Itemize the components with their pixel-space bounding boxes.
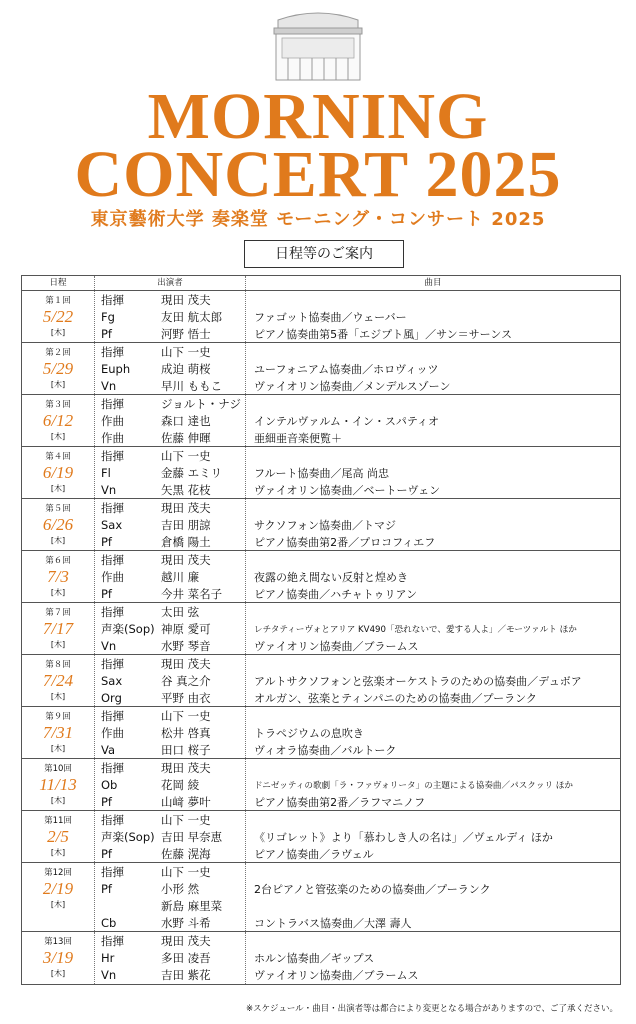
concert-date-cell: [22, 811, 95, 862]
piece-line: [246, 291, 620, 308]
performer-name: 水野 斗希: [161, 915, 211, 930]
performer-name: 友田 航太郎: [161, 309, 223, 324]
piece-line: [246, 811, 620, 828]
performer-role: 指揮: [101, 448, 124, 463]
concert-date-cell: [22, 447, 95, 498]
piece-line: [246, 551, 620, 568]
performer-name: 新島 麻里菜: [161, 898, 223, 913]
table-row: [22, 551, 620, 603]
pieces-cell: [246, 603, 620, 654]
performer-line: [95, 759, 245, 776]
concert-date-cell: [22, 499, 95, 550]
performer-role: 指揮: [101, 656, 124, 671]
pieces-cell: [246, 499, 620, 550]
concert-weekday: [木]: [50, 432, 66, 441]
performer-line: [95, 914, 245, 931]
concert-weekday: [木]: [50, 328, 66, 337]
performer-line: [95, 308, 245, 325]
performer-role: Pf: [101, 846, 112, 861]
performer-name: 吉田 朋諒: [161, 517, 211, 532]
pieces-cell: [246, 811, 620, 862]
performer-role: 指揮: [101, 864, 124, 879]
pieces-cell: [246, 759, 620, 810]
concert-date: 6/26: [42, 515, 74, 534]
concert-date: 7/3: [47, 567, 69, 586]
table-row: [22, 811, 620, 863]
piece-line: ユーフォニアム協奏曲／ホロヴィッツ: [254, 362, 439, 376]
table-row: [22, 291, 620, 343]
performer-name: 山下 一史: [161, 812, 211, 827]
performer-line: [95, 811, 245, 828]
performer-line: [95, 637, 245, 654]
performer-name: 田口 桜子: [161, 742, 211, 757]
performer-name: 佐藤 伸暉: [161, 430, 211, 445]
pieces-cell: [246, 395, 620, 446]
performer-name: 現田 茂夫: [161, 292, 211, 307]
piece-line: ヴァイオリン協奏曲／メンデルスゾーン: [254, 379, 451, 393]
piece-line: ピアノ協奏曲／ラヴェル: [254, 847, 374, 861]
pieces-cell: [246, 551, 620, 602]
piece-line: ピアノ協奏曲第5番「エジプト風」／サン＝サーンス: [254, 327, 513, 341]
concert-weekday: [木]: [50, 744, 66, 753]
performer-line: [95, 897, 245, 914]
concert-number: 第10回: [44, 764, 72, 774]
performer-role: Sax: [101, 673, 123, 688]
performer-role: Fl: [101, 465, 111, 480]
table-header: [22, 276, 620, 291]
performer-line: [95, 499, 245, 516]
performer-line: [95, 707, 245, 724]
concert-date-cell: [22, 759, 95, 810]
footer-note: ※スケジュール・曲目・出演者等は都合により変更となる場合がありますので、ご了承ください。: [246, 1004, 618, 1014]
performer-role: Cb: [101, 915, 117, 930]
concert-weekday: [木]: [50, 640, 66, 649]
performer-name: 現田 茂夫: [161, 656, 211, 671]
concert-number: 第５回: [45, 504, 71, 514]
concert-weekday: [木]: [50, 969, 66, 978]
concert-weekday: [木]: [50, 380, 66, 389]
performer-line: [95, 932, 245, 949]
performer-name: 森口 達也: [161, 413, 211, 428]
performer-line: [95, 585, 245, 602]
piece-line: インテルヴァルム・イン・スパティオ: [254, 414, 440, 428]
performer-name: 河野 悟士: [161, 326, 211, 341]
piece-line: ホルン協奏曲／ギップス: [254, 951, 375, 965]
concert-date-cell: [22, 395, 95, 446]
performer-role: 作曲: [101, 413, 124, 428]
performer-name: 谷 真之介: [161, 673, 211, 688]
table-row: [22, 447, 620, 499]
concert-date: 2/19: [42, 879, 74, 898]
performer-line: [95, 655, 245, 672]
subtitle: 東京藝術大学 奏楽堂 モーニング・コンサート 2025: [90, 209, 546, 230]
performer-line: [95, 966, 245, 983]
table-row: [22, 655, 620, 707]
performers-cell: [95, 707, 246, 758]
piece-line: アルトサクソフォンと弦楽オーケストラのための協奏曲／デュボア: [254, 674, 582, 688]
concert-number: 第３回: [45, 400, 71, 410]
performer-role: 指揮: [101, 552, 124, 567]
performer-role: 作曲: [101, 430, 124, 445]
performer-name: 金藤 エミリ: [161, 465, 223, 480]
piece-line: コントラバス協奏曲／大澤 壽人: [254, 916, 412, 930]
performer-name: 山﨑 夢叶: [161, 794, 211, 809]
performer-role: 声楽(Sop): [101, 829, 155, 844]
performer-name: 平野 由衣: [161, 690, 211, 705]
performer-role: 指揮: [101, 500, 124, 515]
concert-date: 5/22: [42, 307, 74, 326]
performer-name: 水野 琴音: [161, 638, 211, 653]
concert-number: 第12回: [44, 868, 72, 878]
concert-weekday: [木]: [50, 484, 66, 493]
performer-role: 指揮: [101, 933, 124, 948]
performer-role: Pf: [101, 326, 112, 341]
concert-date: 7/24: [42, 671, 74, 690]
performer-name: 吉田 紫花: [161, 967, 211, 982]
pieces-cell: [246, 291, 620, 342]
piece-line: ヴァイオリン協奏曲／ブラームス: [254, 968, 419, 982]
concert-date: 7/17: [42, 619, 74, 638]
performer-role: Euph: [101, 361, 131, 376]
piece-line: [246, 603, 620, 620]
performer-line: [95, 395, 245, 412]
concert-date: 6/19: [42, 463, 74, 482]
concert-date-cell: [22, 551, 95, 602]
piece-line: ドニゼッティの歌劇「ラ・ファヴォリータ」の主題による協奏曲／パスクッリ ほか: [254, 780, 573, 791]
piece-line: レチタティーヴォとアリア KV490「恐れないで、愛する人よ」／モーツァルト ほか: [254, 624, 577, 635]
performers-cell: [95, 759, 246, 810]
pieces-cell: [246, 447, 620, 498]
performer-line: [95, 481, 245, 498]
performer-name: 現田 茂夫: [161, 760, 211, 775]
performers-cell: [95, 932, 246, 984]
piece-line: [246, 499, 620, 516]
concert-date-cell: [22, 655, 95, 706]
performer-name: 山下 一史: [161, 344, 211, 359]
performers-cell: [95, 499, 246, 550]
performer-line: [95, 325, 245, 342]
performer-line: [95, 689, 245, 706]
performers-cell: [95, 395, 246, 446]
performer-name: 現田 茂夫: [161, 552, 211, 567]
piece-line: トラペジウムの息吹き: [254, 726, 364, 740]
performer-line: [95, 343, 245, 360]
performer-line: [95, 672, 245, 689]
performer-role: Vn: [101, 378, 117, 393]
performer-role: 作曲: [101, 569, 124, 584]
title-morning: MORNING: [147, 80, 489, 153]
performer-name: 越川 廉: [161, 569, 200, 584]
concert-number: 第９回: [45, 712, 71, 722]
concert-date-cell: [22, 932, 95, 984]
performer-name: 小形 然: [161, 881, 200, 896]
concert-weekday: [木]: [50, 536, 66, 545]
performer-role: Org: [101, 690, 122, 705]
performer-role: 指揮: [101, 604, 124, 619]
performer-line: [95, 551, 245, 568]
performer-line: [95, 863, 245, 880]
performer-line: [95, 360, 245, 377]
concert-number: 第４回: [45, 452, 71, 462]
concert-date: 6/12: [42, 411, 74, 430]
performer-role: Hr: [101, 950, 115, 965]
performer-line: [95, 412, 245, 429]
performer-role: 指揮: [101, 396, 124, 411]
piece-line: ピアノ協奏曲／ハチャトゥリアン: [254, 587, 418, 601]
performer-line: [95, 447, 245, 464]
piece-line: [246, 759, 620, 776]
performer-line: [95, 828, 245, 845]
performer-name: 佐藤 滉海: [161, 846, 211, 861]
performer-name: 早川 ももこ: [161, 378, 223, 393]
performer-role: Vn: [101, 482, 117, 497]
piece-line: サクソフォン協奏曲／トマジ: [254, 518, 397, 532]
piece-line: [246, 447, 620, 464]
performer-name: 今井 菜名子: [161, 586, 223, 601]
concert-weekday: [木]: [50, 900, 66, 909]
performers-cell: [95, 603, 246, 654]
piece-line: 《リゴレット》より「慕わしき人の名は」／ヴェルディ ほか: [254, 830, 553, 844]
table-row: [22, 863, 620, 932]
header-pieces: 曲目: [424, 278, 442, 288]
piece-line: [246, 932, 620, 949]
performer-name: 山下 一史: [161, 448, 211, 463]
performer-name: 山下 一史: [161, 864, 211, 879]
performer-role: Ob: [101, 777, 118, 792]
concert-date-cell: [22, 603, 95, 654]
performer-line: [95, 793, 245, 810]
concert-date: 11/13: [39, 775, 77, 794]
performer-line: [95, 949, 245, 966]
concert-hall-illustration: [268, 6, 368, 82]
performer-role: 指揮: [101, 708, 124, 723]
performer-role: 指揮: [101, 760, 124, 775]
performers-cell: [95, 863, 246, 931]
piece-line: ヴァイオリン協奏曲／ブラームス: [254, 639, 419, 653]
performer-name: ジョルト・ナジ: [161, 396, 242, 411]
performer-role: Pf: [101, 586, 112, 601]
performer-line: [95, 724, 245, 741]
pieces-cell: [246, 343, 620, 394]
performer-name: 神原 愛可: [161, 621, 211, 636]
performer-name: 吉田 早奈恵: [161, 829, 223, 844]
performer-role: 指揮: [101, 292, 124, 307]
piece-line: 2台ピアノと管弦楽のための協奏曲／プーランク: [254, 882, 491, 896]
concert-number: 第２回: [45, 348, 71, 358]
concert-date-cell: [22, 343, 95, 394]
performer-name: 成迫 萌桜: [161, 361, 211, 376]
pieces-cell: [246, 707, 620, 758]
pieces-cell: [246, 863, 620, 931]
performers-cell: [95, 655, 246, 706]
piece-line: ピアノ協奏曲第2番／プロコフィエフ: [254, 535, 436, 549]
concert-number: 第13回: [44, 937, 72, 947]
performer-role: 作曲: [101, 725, 124, 740]
header-date: 日程: [22, 276, 95, 290]
performers-cell: [95, 551, 246, 602]
performer-line: [95, 464, 245, 481]
pieces-cell: [246, 655, 620, 706]
performer-line: [95, 568, 245, 585]
piece-line: フルート協奏曲／尾高 尚忠: [254, 466, 390, 480]
pieces-cell: [246, 932, 620, 984]
piece-line: [246, 343, 620, 360]
performer-line: [95, 776, 245, 793]
performers-cell: [95, 291, 246, 342]
performer-line: [95, 516, 245, 533]
performer-line: [95, 741, 245, 758]
piece-line: [246, 863, 620, 880]
performer-line: [95, 880, 245, 897]
performers-cell: [95, 447, 246, 498]
performer-name: 現田 茂夫: [161, 933, 211, 948]
header-performers: 出演者: [95, 276, 246, 290]
concert-date-cell: [22, 863, 95, 931]
piece-line: [246, 897, 620, 914]
performer-role: 指揮: [101, 812, 124, 827]
table-row: [22, 343, 620, 395]
performer-line: [95, 429, 245, 446]
performer-line: [95, 377, 245, 394]
piece-line: 亜細亜音楽便覧＋: [254, 431, 342, 445]
performer-line: [95, 533, 245, 550]
table-body: [22, 291, 620, 984]
concert-weekday: [木]: [50, 588, 66, 597]
piece-line: ヴァイオリン協奏曲／ベートーヴェン: [254, 483, 441, 497]
performer-name: 太田 弦: [161, 604, 200, 619]
performers-cell: [95, 811, 246, 862]
performer-name: 花岡 綾: [161, 777, 200, 792]
performer-name: 矢黒 花枝: [161, 482, 211, 497]
piece-line: [246, 707, 620, 724]
performer-role: 声楽(Sop): [101, 621, 155, 636]
concert-number: 第１回: [45, 296, 71, 306]
concert-date: 2/5: [47, 827, 69, 846]
performer-role: Pf: [101, 534, 112, 549]
table-row: [22, 499, 620, 551]
performer-name: 松井 啓真: [161, 725, 211, 740]
performer-line: [95, 845, 245, 862]
performer-role: Fg: [101, 309, 115, 324]
performers-cell: [95, 343, 246, 394]
concert-date-cell: [22, 291, 95, 342]
concert-weekday: [木]: [50, 796, 66, 805]
performer-name: 現田 茂夫: [161, 500, 211, 515]
table-row: [22, 759, 620, 811]
schedule-table: [21, 275, 621, 985]
performer-name: 倉橋 陽土: [161, 534, 211, 549]
table-row: [22, 932, 620, 984]
title-concert-2025: CONCERT 2025: [74, 138, 562, 211]
concert-number: 第11回: [44, 816, 72, 826]
performer-role: Vn: [101, 638, 117, 653]
performer-role: Sax: [101, 517, 123, 532]
piece-line: ピアノ協奏曲第2番／ラフマニノフ: [254, 795, 426, 809]
table-row: [22, 603, 620, 655]
piece-line: [246, 395, 620, 412]
concert-date: 7/31: [42, 723, 74, 742]
performer-role: Vn: [101, 967, 117, 982]
performer-line: [95, 603, 245, 620]
piece-line: ファゴット協奏曲／ウェーバー: [254, 310, 407, 324]
table-row: [22, 707, 620, 759]
performer-role: Pf: [101, 881, 112, 896]
piece-line: ヴィオラ協奏曲／バルトーク: [254, 743, 397, 757]
concert-date-cell: [22, 707, 95, 758]
performer-role: 指揮: [101, 344, 124, 359]
table-row: [22, 395, 620, 447]
performer-name: 多田 凌吾: [161, 950, 211, 965]
piece-line: 夜露の絶え間ない反射と煌めき: [254, 570, 408, 584]
performer-line: [95, 620, 245, 637]
schedule-guide-label: 日程等のご案内: [244, 240, 404, 268]
performer-role: Pf: [101, 794, 112, 809]
concert-date: 3/19: [42, 948, 74, 967]
performer-name: 山下 一史: [161, 708, 211, 723]
performer-role: Va: [101, 742, 116, 757]
concert-number: 第７回: [45, 608, 71, 618]
piece-line: [246, 655, 620, 672]
concert-number: 第８回: [45, 660, 71, 670]
concert-number: 第６回: [45, 556, 71, 566]
concert-weekday: [木]: [50, 848, 66, 857]
performer-line: [95, 291, 245, 308]
piece-line: オルガン、弦楽とティンパニのための協奏曲／プーランク: [254, 691, 537, 705]
concert-weekday: [木]: [50, 692, 66, 701]
concert-date: 5/29: [42, 359, 74, 378]
